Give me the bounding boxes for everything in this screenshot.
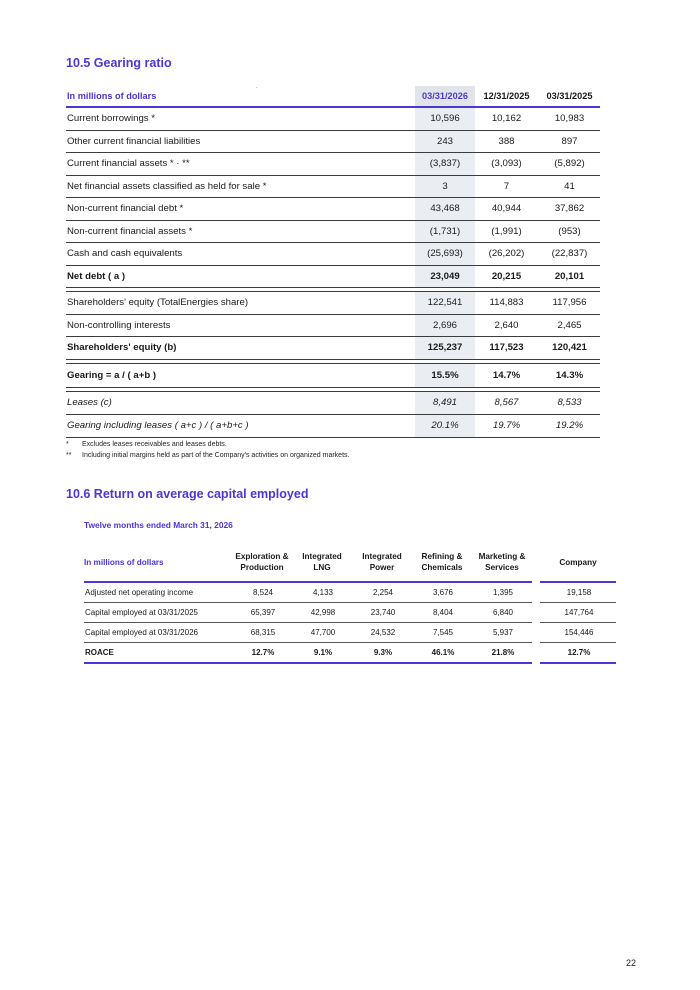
cell: 14.3% [555, 369, 584, 381]
cell: 15.5% [415, 364, 475, 387]
cell: 65,397 [250, 608, 276, 617]
table-row [66, 176, 600, 199]
cell: 3,676 [432, 588, 454, 597]
table-row [66, 153, 600, 176]
table-row [66, 243, 600, 266]
cell: 68,315 [250, 628, 276, 637]
table-row [84, 623, 616, 642]
roace-header-col: Integrated LNG [302, 552, 342, 572]
cell: 9.1% [313, 648, 333, 657]
row-label: Leases (c) [67, 397, 112, 408]
table-bottom-rule [84, 662, 616, 663]
row-label: Net financial assets classified as held for sale * [67, 180, 267, 192]
gearing-header-label: In millions of dollars [67, 91, 157, 101]
cell: 4,133 [312, 588, 334, 597]
row-label: Shareholders' equity (TotalEnergies share) [67, 297, 249, 309]
row-label: Current borrowings * [67, 113, 155, 125]
cell: 9.3% [373, 648, 393, 657]
cell: 19.7% [492, 420, 521, 431]
cell: (3,837) [415, 153, 475, 175]
cell: 8,533 [557, 397, 582, 408]
cell: 122,541 [415, 292, 475, 314]
cell: 5,937 [492, 628, 514, 637]
cell: 8,491 [415, 392, 475, 414]
cell: 23,740 [370, 608, 396, 617]
cell: 8,524 [252, 588, 274, 597]
row-label: Gearing including leases ( a+c ) / ( a+b+c ) [67, 420, 249, 431]
roace-header-col: Refining & Chemicals [421, 552, 463, 572]
cell: 6,840 [492, 608, 514, 617]
table-row [66, 291, 600, 315]
roace-header-col: Exploration & Production [235, 552, 289, 572]
cell: (5,892) [554, 158, 585, 170]
cell: 2,640 [494, 319, 519, 331]
cell: 20,215 [491, 270, 522, 282]
row-label: Cash and cash equivalents [67, 248, 183, 260]
cell: 19.2% [555, 420, 584, 431]
company-cell: 154,446 [564, 628, 594, 637]
cell: 7 [503, 180, 510, 192]
row-divider [84, 642, 616, 643]
cell: 12.7% [251, 648, 275, 657]
gearing-ratio-row [66, 363, 600, 388]
row-label: Shareholders' equity (b) [67, 342, 177, 354]
footnote-text: Excludes leases receivables and leases debts. [82, 441, 227, 448]
row-divider [84, 622, 616, 623]
row-label: Gearing = a / ( a+b ) [67, 369, 157, 381]
cell: 243 [415, 131, 475, 153]
company-cell: 12.7% [567, 648, 591, 657]
roace-header-company: Company [559, 557, 597, 567]
cell: 14.7% [492, 369, 521, 381]
cell: 8,404 [432, 608, 454, 617]
row-divider [84, 602, 616, 603]
table-row [66, 315, 600, 338]
cell: 24,532 [370, 628, 396, 637]
section-title-roace: 10.6 Return on average capital employed [66, 487, 309, 501]
cell: 897 [561, 135, 578, 147]
stray-mark: . [256, 84, 258, 90]
footnote [66, 441, 227, 448]
row-label: Current financial assets * · ** [67, 158, 190, 170]
cell: 47,700 [310, 628, 336, 637]
gearing-table [66, 86, 600, 438]
cell: 20,101 [554, 270, 585, 282]
cell: (1,991) [491, 225, 522, 237]
section-title-gearing: 10.5 Gearing ratio [66, 56, 172, 70]
cell: 46.1% [431, 648, 455, 657]
footnote [66, 452, 349, 459]
company-cell: 19,158 [566, 588, 592, 597]
footnote-text: Including initial margins held as part of the Company's activities on organized markets. [82, 452, 350, 459]
cell: (26,202) [488, 248, 525, 260]
cell: 120,421 [552, 342, 587, 354]
roace-header-col: Marketing & Services [478, 552, 526, 572]
gearing-header-col2: 12/31/2025 [483, 91, 530, 101]
roace-subtitle: Twelve months ended March 31, 2026 [84, 520, 233, 530]
cell: (953) [558, 225, 581, 237]
net-debt-row [66, 266, 600, 289]
cell: 37,862 [554, 203, 585, 215]
roace-table [84, 544, 616, 663]
table-row [66, 198, 600, 221]
cell: 3 [415, 176, 475, 198]
cell: 23,049 [415, 266, 475, 288]
gearing-incl-leases-row [66, 415, 600, 438]
row-label: Non-controlling interests [67, 319, 171, 331]
cell: (1,731) [415, 221, 475, 243]
table-row [84, 603, 616, 622]
row-label: Adjusted net operating income [85, 588, 194, 597]
leases-row [66, 391, 600, 415]
row-label: Non-current financial assets * [67, 225, 193, 237]
row-label: Capital employed at 03/31/2026 [85, 628, 198, 637]
gearing-header-col1: 03/31/2026 [415, 86, 475, 106]
cell: (22,837) [551, 248, 588, 260]
roace-header-label: In millions of dollars [84, 557, 164, 567]
cell: 21.8% [491, 648, 515, 657]
cell: 2,254 [372, 588, 394, 597]
equity-total-row [66, 337, 600, 360]
table-row [66, 221, 600, 244]
cell: 20.1% [415, 415, 475, 437]
cell: 43,468 [415, 198, 475, 220]
cell: 10,162 [491, 113, 522, 125]
cell: 7,545 [432, 628, 454, 637]
page-number: 22 [625, 958, 636, 968]
cell: 40,944 [491, 203, 522, 215]
row-label: Net debt ( a ) [67, 270, 126, 282]
cell: 125,237 [415, 337, 475, 359]
gearing-header-row [66, 86, 600, 108]
footnote-mark: * [66, 441, 69, 448]
cell: 42,998 [310, 608, 336, 617]
row-label: Non-current financial debt * [67, 203, 184, 215]
roace-header-row [84, 544, 616, 580]
cell: 8,567 [494, 397, 519, 408]
roace-header-col: Integrated Power [362, 552, 402, 572]
cell: 1,395 [492, 588, 514, 597]
cell: 10,983 [554, 113, 585, 125]
cell: 117,523 [489, 342, 524, 354]
cell: 2,465 [557, 319, 582, 331]
company-cell: 147,764 [564, 608, 594, 617]
footnote-mark: ** [66, 452, 72, 459]
row-label: Capital employed at 03/31/2025 [85, 608, 198, 617]
table-row [66, 131, 600, 154]
row-label: ROACE [85, 648, 114, 657]
table-row [84, 583, 616, 602]
roace-row [84, 643, 616, 662]
cell: 117,956 [552, 297, 587, 309]
cell: 388 [498, 135, 515, 147]
cell: (25,693) [415, 243, 475, 265]
cell: 10,596 [415, 108, 475, 130]
roace-header-rule [84, 581, 616, 583]
table-row [66, 108, 600, 131]
cell: 41 [564, 180, 575, 192]
cell: (3,093) [491, 158, 522, 170]
gearing-header-col3: 03/31/2025 [546, 91, 593, 101]
cell: 114,883 [489, 297, 524, 309]
cell: 2,696 [415, 315, 475, 337]
row-label: Other current financial liabilities [67, 135, 201, 147]
